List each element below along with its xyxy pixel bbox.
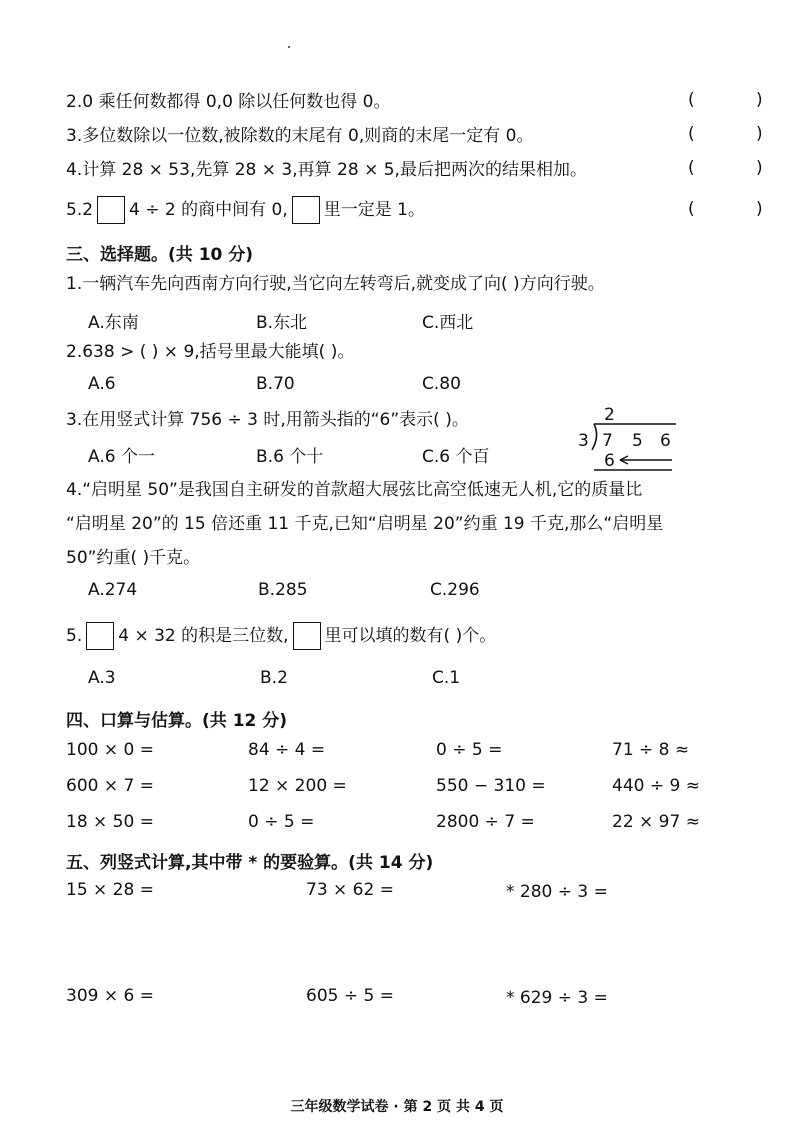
blank-box[interactable] [293, 622, 321, 650]
judge-q5-answer-paren[interactable]: ( ) [688, 199, 791, 219]
mental-calc-item: 550 − 310 = [436, 776, 546, 796]
choice-q3-option-a[interactable]: A.6 个一 [88, 447, 155, 467]
choice-q2-option-b[interactable]: B.70 [256, 374, 295, 394]
choice-q3-option-b[interactable]: B.6 个十 [256, 447, 324, 467]
judge-q5-part-c: 里一定是 1。 [323, 200, 425, 220]
choice-q5-option-c[interactable]: C.1 [432, 668, 461, 688]
vertical-calc-item: 73 × 62 = [306, 880, 394, 900]
division-divisor: 3 [578, 431, 589, 451]
choice-q1-option-a[interactable]: A.东南 [88, 313, 139, 333]
mental-calc-item: 2800 ÷ 7 = [436, 812, 535, 832]
choice-q4-option-c[interactable]: C.296 [430, 580, 480, 600]
choice-q4-line2: “启明星 20”的 15 倍还重 11 千克,已知“启明星 20”约重 19 千克,那么“启明星 [66, 514, 664, 534]
choice-q2-option-c[interactable]: C.80 [422, 374, 461, 394]
division-dividend-digit: 5 [632, 431, 643, 451]
scan-speck [288, 46, 290, 48]
judge-q3-answer-paren[interactable]: ( ) [688, 124, 791, 144]
mental-calc-item: 18 × 50 = [66, 812, 154, 832]
division-product: 6 [604, 451, 615, 471]
choice-q4-option-a[interactable]: A.274 [88, 580, 138, 600]
choice-q2-option-a[interactable]: A.6 [88, 374, 116, 394]
section3-heading: 三、选择题。(共 10 分) [66, 245, 254, 265]
choice-q5-part-a: 5. [66, 626, 83, 646]
choice-q4-line1: 4.“启明星 50”是我国自主研发的首款超大展弦比高空低速无人机,它的质量比 [66, 480, 643, 500]
division-dividend-digit: 7 [602, 431, 613, 451]
vertical-calc-item: 309 × 6 = [66, 986, 154, 1006]
mental-calc-item: 0 ÷ 5 = [248, 812, 315, 832]
choice-q5-part-b: 4 × 32 的积是三位数, [118, 626, 289, 646]
judge-q5-part-a: 5.2 [66, 200, 94, 220]
section5-heading: 五、列竖式计算,其中带 * 的要验算。(共 14 分) [66, 853, 434, 873]
long-division-figure [572, 402, 682, 474]
choice-q1-option-b[interactable]: B.东北 [256, 313, 308, 333]
mental-calc-item: 71 ÷ 8 ≈ [612, 740, 690, 760]
vertical-calc-item: * 629 ÷ 3 = [506, 988, 608, 1008]
blank-box[interactable] [292, 196, 320, 224]
vertical-calc-item: 15 × 28 = [66, 880, 154, 900]
vertical-calc-item: 605 ÷ 5 = [306, 986, 394, 1006]
judge-q5 [66, 196, 425, 224]
blank-box[interactable] [86, 622, 114, 650]
choice-q4-option-b[interactable]: B.285 [258, 580, 308, 600]
choice-q5-option-b[interactable]: B.2 [260, 668, 288, 688]
judge-q4: 4.计算 28 × 53,先算 28 × 3,再算 28 × 5,最后把两次的结果相加。 [66, 160, 587, 180]
mental-calc-item: 600 × 7 = [66, 776, 154, 796]
choice-q5-part-c: 里可以填的数有( )个。 [324, 626, 497, 646]
mental-calc-item: 100 × 0 = [66, 740, 154, 760]
choice-q1-option-c[interactable]: C.西北 [422, 313, 474, 333]
judge-q3: 3.多位数除以一位数,被除数的末尾有 0,则商的末尾一定有 0。 [66, 126, 534, 146]
choice-q5 [66, 622, 496, 650]
choice-q2: 2.638 > ( ) × 9,括号里最大能填( )。 [66, 342, 355, 362]
judge-q2-answer-paren[interactable]: ( ) [688, 90, 791, 110]
vertical-calc-item: * 280 ÷ 3 = [506, 882, 608, 902]
choice-q3-option-c[interactable]: C.6 个百 [422, 447, 490, 467]
judge-q4-answer-paren[interactable]: ( ) [688, 158, 791, 178]
choice-q3: 3.在用竖式计算 756 ÷ 3 时,用箭头指的“6”表示( )。 [66, 410, 469, 430]
mental-calc-item: 84 ÷ 4 = [248, 740, 326, 760]
choice-q4-line3: 50”约重( )千克。 [66, 548, 201, 568]
judge-q2: 2.0 乘任何数都得 0,0 除以任何数也得 0。 [66, 92, 391, 112]
choice-q5-option-a[interactable]: A.3 [88, 668, 116, 688]
choice-q1: 1.一辆汽车先向西南方向行驶,当它向左转弯后,就变成了向( )方向行驶。 [66, 274, 605, 294]
section4-heading: 四、口算与估算。(共 12 分) [66, 711, 288, 731]
mental-calc-item: 12 × 200 = [248, 776, 347, 796]
page-footer: 三年级数学试卷 · 第 2 页 共 4 页 [290, 1099, 504, 1115]
mental-calc-item: 440 ÷ 9 ≈ [612, 776, 700, 796]
mental-calc-item: 0 ÷ 5 = [436, 740, 503, 760]
mental-calc-item: 22 × 97 ≈ [612, 812, 700, 832]
blank-box[interactable] [97, 196, 125, 224]
division-quotient: 2 [604, 405, 615, 425]
judge-q5-part-b: 4 ÷ 2 的商中间有 0, [129, 200, 288, 220]
division-bracket [592, 424, 597, 450]
division-dividend-digit: 6 [660, 431, 671, 451]
